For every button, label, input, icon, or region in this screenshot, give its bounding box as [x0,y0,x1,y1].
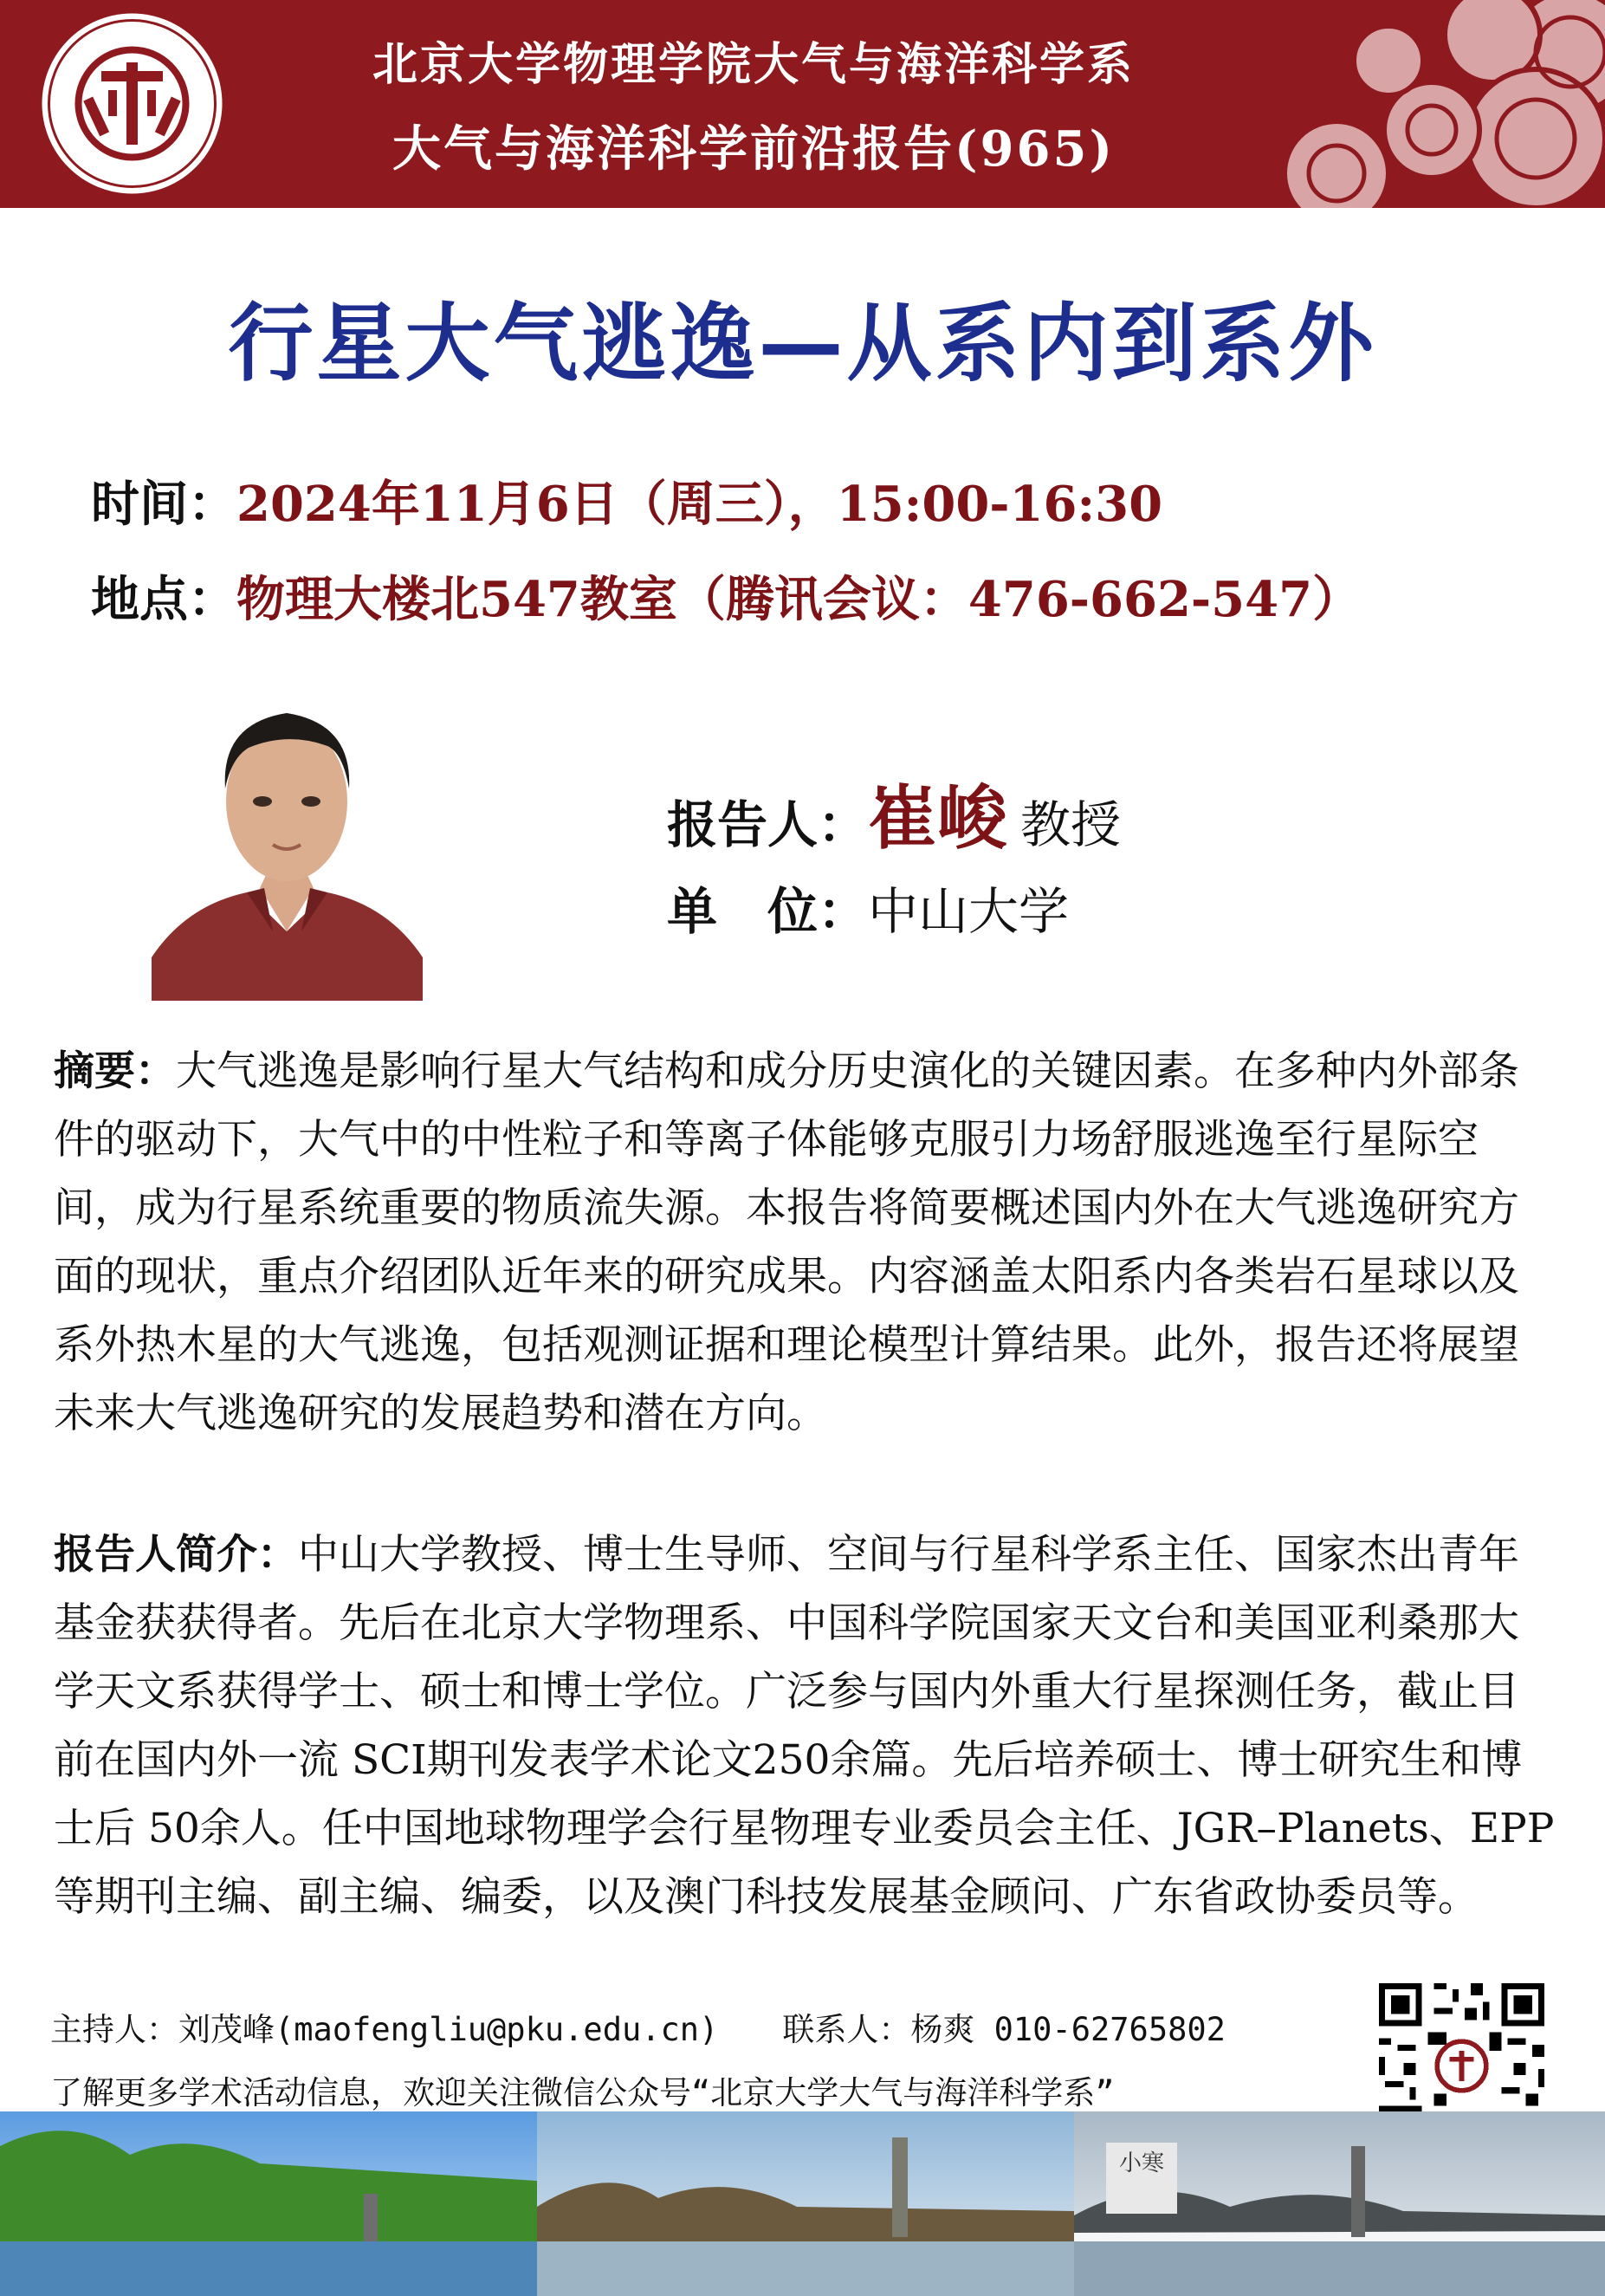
header-banner [0,0,1605,208]
time-label: 时间： [91,477,236,533]
speaker-name: 崔峻 [868,777,1007,859]
speaker-bio [54,1521,1559,1931]
campus-photo-banner [0,2111,1605,2296]
unit-label: 单 位： [667,882,869,941]
place-value: 物理大楼北547教室（腾讯会议：476-662-547） [236,571,1362,628]
bio-text: 中山大学教授、博士生导师、空间与行星科学系主任、国家杰出青年基金获获得者。先后在北京大学物理系、中国科学院国家天文台和美国亚利桑那大学天文系获得学士、硕士和博士学位。广泛参与国内外重大行星探测任务，截止目前在国内外一流 SCI期刊发表学术论文250余篇。先后培养硕士、博士研究生和博士后 50余人。任中国地球物理学会行星物理专业委员会主任、JGR–Planets、EPP等期刊主编、副主编、编委，以及澳门科技发展基金顾问、广东省政协委员等。 [54,1531,1555,1921]
cloud-pattern-icon [1207,0,1605,208]
speaker-title: 教授 [1020,795,1122,854]
department-title: 北京大学物理学院大气与海洋科学系 [372,38,1135,91]
solar-term-badge: 小寒 [1106,2143,1177,2214]
abstract-label: 摘要： [54,1047,176,1095]
abstract [54,1037,1559,1448]
place-row [91,561,1361,631]
unit-value: 中山大学 [868,882,1070,941]
bio-label: 报告人简介： [54,1531,298,1579]
talk-title: 行星大气逃逸—从系内到系外 [228,295,1377,393]
time-row [91,466,1162,535]
follow-note: 了解更多学术活动信息，欢迎关注微信公众号“北京大学大气与海洋科学系” [50,2074,1115,2111]
speaker-row [667,762,1121,862]
time-value: 2024年11月6日（周三），15:00-16:30 [236,476,1163,533]
speaker-photo [152,671,423,1001]
host-contact: 主持人：刘茂峰(maofengliu@pku.edu.cn) 联系人：杨爽 010-62765802 [50,2011,1226,2048]
series-title: 大气与海洋科学前沿报告(965) [392,120,1115,178]
unit-row [667,871,1069,944]
abstract-text: 大气逃逸是影响行星大气结构和成分历史演化的关键因素。在多种内外部条件的驱动下，大气中的中性粒子和等离子体能够克服引力场舒服逃逸至行星际空间，成为行星系统重要的物质流失源。本报告将简要概述国内外在大气逃逸研究方面的现状，重点介绍团队近年来的研究成果。内容涵盖太阳系内各类岩石星球以及系外热木星的大气逃逸，包括观测证据和理论模型计算结果。此外，报告还将展望未来大气逃逸研究的发展趋势和潜在方向。 [54,1047,1519,1437]
speaker-label: 报告人： [667,795,869,854]
university-logo [39,10,225,197]
place-label: 地点： [91,572,236,628]
